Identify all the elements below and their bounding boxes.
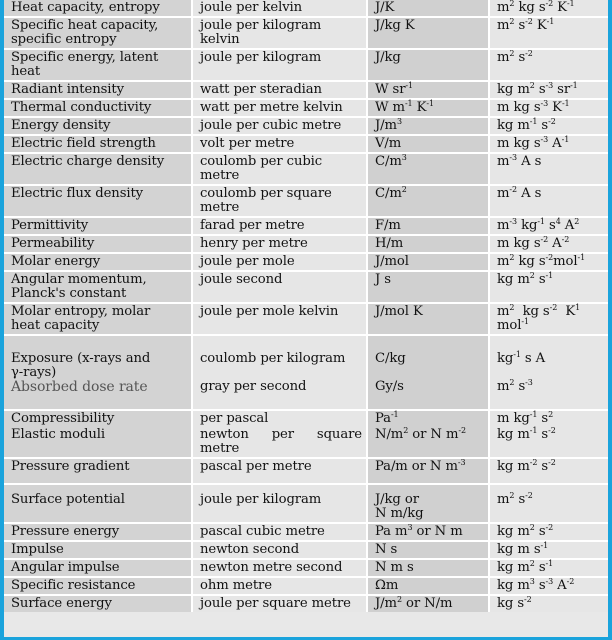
base-units-cell: kg $m^2$ $s^{-1}$ <box>489 559 608 577</box>
base-units-cell: $m^2$ $s^{-2}$ <box>489 49 608 81</box>
symbol-cell: J/kg <box>367 49 489 81</box>
unit-cell: pascal cubic metre <box>192 523 367 541</box>
base-units-cell: m kg $s^{-3}$ $K^{-1}$ <box>489 99 608 117</box>
symbol-cell: $J/m^2$ or N/m <box>367 595 489 612</box>
units-table <box>4 0 608 612</box>
symbol-cell: Pa/m or N $m^{-3}$ <box>367 458 489 484</box>
symbol-cell: J/mol K <box>367 303 489 335</box>
quantity-cell: Permittivity <box>4 217 192 235</box>
table-row <box>4 523 608 541</box>
unit-cell: watt per steradian <box>192 81 367 99</box>
symbol-cell: $C/m^2$ <box>367 185 489 217</box>
symbol-cell: J/kg K <box>367 17 489 49</box>
symbol-cell: Ωm <box>367 577 489 595</box>
base-units-cell: kg $m^2$ $s^{-2}$ <box>489 523 608 541</box>
base-units-cell: m $kg^{-1}$ $s^2$ <box>489 410 608 427</box>
unit-cell: volt per metre <box>192 135 367 153</box>
table-row <box>4 410 608 427</box>
quantity-cell: Permeability <box>4 235 192 253</box>
symbol-cell: W $m^{-1}$ $K^{-1}$ <box>367 99 489 117</box>
quantity-cell: Exposure (x-rays and γ-rays) Absorbed dose rate <box>4 335 192 410</box>
table-row <box>4 49 608 81</box>
quantity-cell: Molar energy <box>4 253 192 271</box>
base-units-cell: $m^2$ $s^{-2}$ $K^{-1}$ <box>489 17 608 49</box>
unit-cell: watt per metre kelvin <box>192 99 367 117</box>
base-units-cell: $m^{-2}$ A s <box>489 185 608 217</box>
base-units-cell: kg $m^{-1}$ $s^{-2}$ <box>489 117 608 135</box>
table-row <box>4 577 608 595</box>
symbol-cell: H/m <box>367 235 489 253</box>
quantity-cell: Angular impulse <box>4 559 192 577</box>
symbol-cell: V/m <box>367 135 489 153</box>
quantity-cell: Pressure gradient <box>4 458 192 484</box>
symbol-cell: J s <box>367 271 489 303</box>
table-row <box>4 253 608 271</box>
unit-cell: ohm metre <box>192 577 367 595</box>
quantity-cell: Impulse <box>4 541 192 559</box>
unit-cell: coulomb per square metre <box>192 185 367 217</box>
quantity-cell: Pressure energy <box>4 523 192 541</box>
unit-cell: joule per cubic metre <box>192 117 367 135</box>
unit-cell: joule per kilogram <box>192 49 367 81</box>
base-units-cell: $m^2$ kg $s^{-2}mol^{-1}$ <box>489 253 608 271</box>
quantity-cell: Surface energy <box>4 595 192 612</box>
unit-cell: farad per metre <box>192 217 367 235</box>
table-row <box>4 81 608 99</box>
table-row <box>4 595 608 612</box>
base-units-cell: $m^{-3}$ $kg^{-1}$ $s^4$ $A^2$ <box>489 217 608 235</box>
unit-cell: per pascal <box>192 410 367 427</box>
unit-cell: joule per kilogram kelvin <box>192 17 367 49</box>
unit-cell: joule per kilogram <box>192 484 367 523</box>
unit-cell: coulomb per cubic metre <box>192 153 367 185</box>
table-row <box>4 153 608 185</box>
table-row <box>4 458 608 484</box>
symbol-cell: J/kg or N m/kg <box>367 484 489 523</box>
unit-cell: joule per mole <box>192 253 367 271</box>
table-row <box>4 0 608 17</box>
table-row <box>4 541 608 559</box>
quantity-cell: Surface potential <box>4 484 192 523</box>
quantity-cell: Elastic moduli <box>4 427 192 458</box>
quantity-cell: Radiant intensity <box>4 81 192 99</box>
table-row <box>4 335 608 410</box>
quantity-cell: Molar entropy, molar heat capacity <box>4 303 192 335</box>
unit-cell: pascal per metre <box>192 458 367 484</box>
table-row <box>4 135 608 153</box>
symbol-cell: Pa $m^3$ or N m <box>367 523 489 541</box>
base-units-cell: kg $m^{-2}$ $s^{-2}$ <box>489 458 608 484</box>
unit-cell: coulomb per kilogram gray per second <box>192 335 367 410</box>
quantity-cell: Electric flux density <box>4 185 192 217</box>
symbol-cell: J/K <box>367 0 489 17</box>
quantity-cell: Electric field strength <box>4 135 192 153</box>
unit-cell: joule per square metre <box>192 595 367 612</box>
symbol-cell: $C/m^3$ <box>367 153 489 185</box>
base-units-cell: kg $m^2$ $s^{-1}$ <box>489 271 608 303</box>
base-units-cell: $m^{-3}$ A s <box>489 153 608 185</box>
base-units-cell: kg $s^{-2}$ <box>489 595 608 612</box>
table-row <box>4 235 608 253</box>
base-units-cell: kg $m^{-1}$ $s^{-2}$ <box>489 427 608 458</box>
quantity-cell: Compressibility <box>4 410 192 427</box>
table-row <box>4 117 608 135</box>
base-units-cell: kg $m^3$ $s^{-3}$ $A^{-2}$ <box>489 577 608 595</box>
symbol-cell: $N/m^2$ or N $m^{-2}$ <box>367 427 489 458</box>
symbol-cell: J/mol <box>367 253 489 271</box>
quantity-cell: Specific heat capacity, specific entropy <box>4 17 192 49</box>
table-row <box>4 185 608 217</box>
table-row <box>4 271 608 303</box>
table-row <box>4 17 608 49</box>
base-units-cell: $m^2$ $s^{-2}$ <box>489 484 608 523</box>
symbol-cell: F/m <box>367 217 489 235</box>
unit-cell: joule per kelvin <box>192 0 367 17</box>
table-row <box>4 559 608 577</box>
base-units-cell: kg $m^2$ $s^{-3}$ $sr^{-1}$ <box>489 81 608 99</box>
base-units-cell: m kg $s^{-2}$ $A^{-2}$ <box>489 235 608 253</box>
quantity-cell: Energy density <box>4 117 192 135</box>
table-row <box>4 217 608 235</box>
base-units-cell: m kg $s^{-3}$ $A^{-1}$ <box>489 135 608 153</box>
quantity-cell: Angular momentum, Planck's constant <box>4 271 192 303</box>
table-row <box>4 484 608 523</box>
unit-cell: henry per metre <box>192 235 367 253</box>
quantity-cell: Specific resistance <box>4 577 192 595</box>
symbol-cell: W $sr^{-1}$ <box>367 81 489 99</box>
base-units-cell: $m^2$ kg $s^{-2}$ $K^{-1}$ <box>489 0 608 17</box>
table-row <box>4 303 608 335</box>
table-row <box>4 99 608 117</box>
unit-cell: newton metre second <box>192 559 367 577</box>
quantity-cell: Electric charge density <box>4 153 192 185</box>
table-row <box>4 427 608 458</box>
unit-cell: newton second <box>192 541 367 559</box>
symbol-cell: $J/m^3$ <box>367 117 489 135</box>
symbol-cell: C/kg Gy/s <box>367 335 489 410</box>
base-units-cell: kg m $s^{-1}$ <box>489 541 608 559</box>
symbol-cell: N s <box>367 541 489 559</box>
quantity-cell: Thermal conductivity <box>4 99 192 117</box>
quantity-cell: Heat capacity, entropy <box>4 0 192 17</box>
unit-cell: newton per square metre <box>192 427 367 458</box>
symbol-cell: N m s <box>367 559 489 577</box>
unit-cell: joule per mole kelvin <box>192 303 367 335</box>
quantity-cell: Specific energy, latent heat <box>4 49 192 81</box>
unit-cell: joule second <box>192 271 367 303</box>
base-units-cell: $kg^{-1}$ s A $m^2$ $s^{-3}$ <box>489 335 608 410</box>
symbol-cell: $Pa^{-1}$ <box>367 410 489 427</box>
base-units-cell: $m^2$ kg $s^{-2}$ $K^1$ mol$^{-1}$ <box>489 303 608 335</box>
